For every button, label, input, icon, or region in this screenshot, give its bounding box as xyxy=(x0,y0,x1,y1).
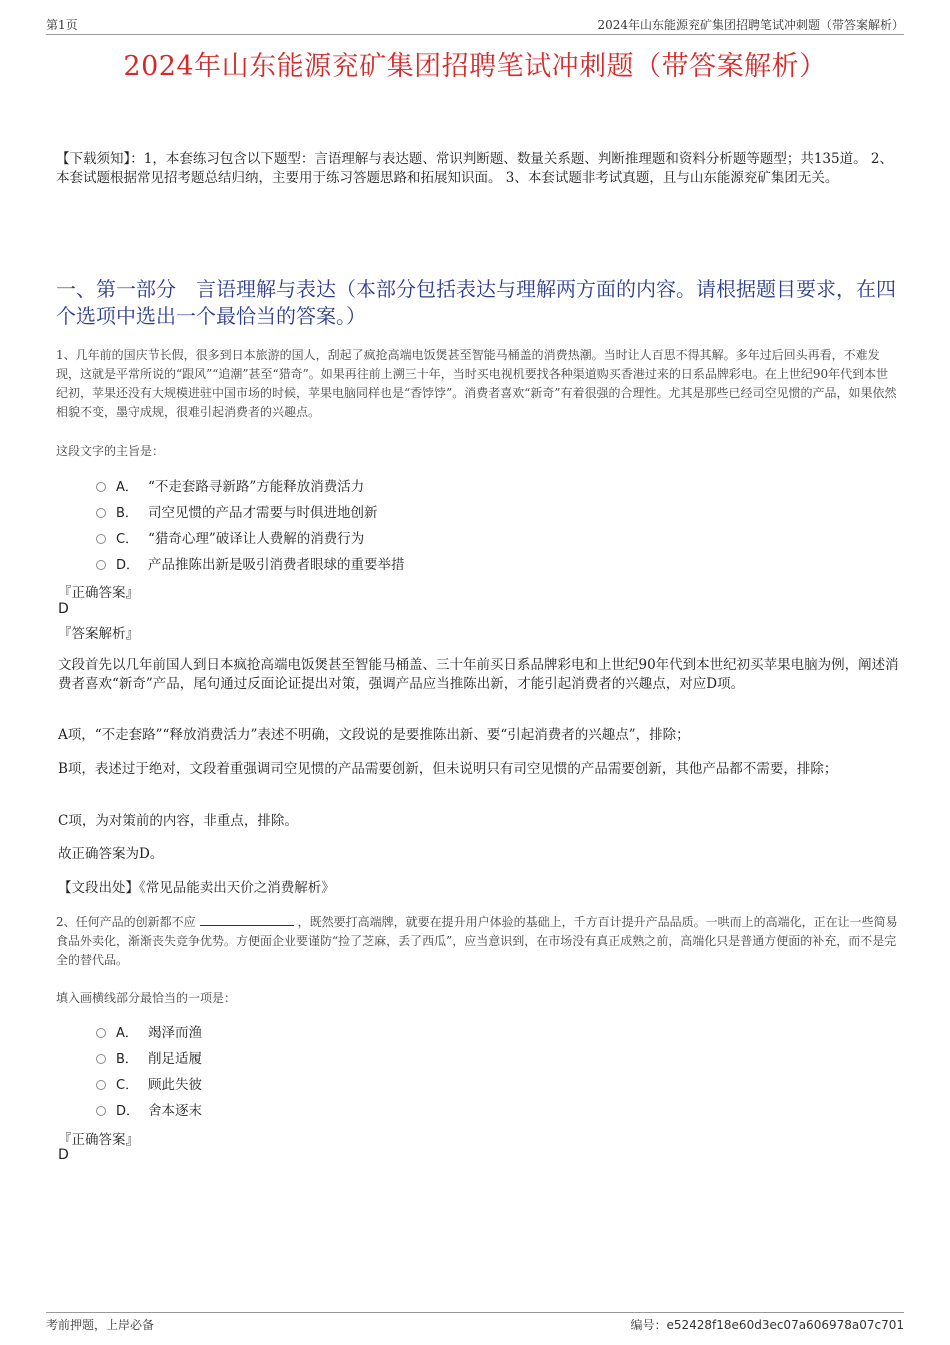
analysis-paragraph: A项，“不走套路”“释放消费活力”表述不明确，文段说的是要推陈出新、要“引起消费者的兴趣点”，排除； xyxy=(58,727,690,743)
question-1-stem: 1、几年前的国庆节长假，很多到日本旅游的国人，刮起了疯抢高端电饭煲甚至智能马桶盖的消费热潮。当时让人百思不得其解。多年过后回头再看，不难发现，这就是平常所说的“跟风”“追潮”甚至“猎奇”。如果再往前上溯三十年，当时买电视机要找各种渠道购买香港过来的日系品牌彩电。在上世纪90年代到本世纪初，苹果还没有大规模进驻中国市场的时候，苹果电脑同样也是“香饽饽”。消费者喜欢“新奇”有着很强的合理性。尤其是那些已经司空见惯的产品，如果依然相貌不变，墨守成规，很难引起消费者的兴趣点。 xyxy=(56,348,897,419)
section-title: 一、第一部分 言语理解与表达（本部分包括表达与理解两方面的内容。请根据题目要求，在四个选项中选出一个最恰当的答案。） xyxy=(56,277,896,328)
correct-answer-label: 『正确答案』 xyxy=(58,1132,139,1148)
correct-answer-label: 『正确答案』 xyxy=(58,585,139,601)
option-b[interactable]: B． 司空见惯的产品才需要与时俱进地创新 xyxy=(96,498,405,524)
option-b[interactable]: B． 削足适履 xyxy=(96,1044,202,1070)
radio-icon[interactable] xyxy=(96,482,106,492)
header-doc-title: 2024年山东能源兖矿集团招聘笔试冲刺题（带答案解析） xyxy=(597,18,904,32)
question-2-prompt: 填入画横线部分最恰当的一项是： xyxy=(56,991,237,1005)
correct-answer: D xyxy=(58,601,69,617)
analysis-paragraph: 故正确答案为D。 xyxy=(58,846,164,862)
option-c[interactable]: C． 顾此失彼 xyxy=(96,1070,202,1096)
question-1-prompt: 这段文字的主旨是： xyxy=(56,444,165,458)
radio-icon[interactable] xyxy=(96,1054,106,1064)
page-number: 第1页 xyxy=(46,18,78,32)
option-d[interactable]: D． 产品推陈出新是吸引消费者眼球的重要举措 xyxy=(96,550,405,576)
radio-icon[interactable] xyxy=(96,508,106,518)
footer-serial: 编号：e52428f18e60d3ec07a606978a07c701 xyxy=(630,1318,904,1332)
analysis-paragraph: 文段首先以几年前国人到日本疯抢高端电饭煲甚至智能马桶盖、三十年前买日系品牌彩电和上世纪90年代到本世纪初买苹果电脑为例，阐述消费者喜欢“新奇”产品，尾句通过反面论证提出对策，强调产品应当推陈出新，才能引起消费者的兴趣点，对应D项。 xyxy=(58,657,899,692)
radio-icon[interactable] xyxy=(96,1028,106,1038)
question-1-options xyxy=(96,472,405,576)
footer-slogan: 考前押题，上岸必备 xyxy=(46,1318,155,1332)
question-2-stem: 2、任何产品的创新都不应 ，既然要打高端牌，就要在提升用户体验的基础上，千方百计提升产品品质。一哄而上的高端化，正在让一些简易食品外卖化，渐渐丧失竞争优势。方便面企业要谨防“捡了芝麻，丢了西瓜”，应当意识到，在市场没有真正成熟之前，高端化只是普通方便面的补充，而不是完全的替代品。 xyxy=(56,915,898,967)
source-note: 【文段出处】《常见品能卖出天价之消费解析》 xyxy=(58,880,335,896)
radio-icon[interactable] xyxy=(96,1106,106,1116)
document-title: 2024年山东能源兖矿集团招聘笔试冲刺题（带答案解析） xyxy=(123,51,827,82)
analysis-label: 『答案解析』 xyxy=(58,626,139,642)
correct-answer: D xyxy=(58,1147,69,1163)
option-c[interactable]: C． “猎奇心理”破译让人费解的消费行为 xyxy=(96,524,405,550)
radio-icon[interactable] xyxy=(96,560,106,570)
page-header xyxy=(46,16,904,35)
analysis-paragraph: B项，表述过于绝对，文段着重强调司空见惯的产品需要创新，但未说明只有司空见惯的产品需要创新，其他产品都不需要，排除； xyxy=(58,761,838,777)
radio-icon[interactable] xyxy=(96,534,106,544)
analysis-paragraph: C项，为对策前的内容，非重点，排除。 xyxy=(58,813,298,829)
option-a[interactable]: A． 竭泽而渔 xyxy=(96,1018,202,1044)
option-a[interactable]: A． “不走套路寻新路”方能释放消费活力 xyxy=(96,472,405,498)
option-d[interactable]: D． 舍本逐末 xyxy=(96,1096,202,1122)
radio-icon[interactable] xyxy=(96,1080,106,1090)
page-footer xyxy=(46,1312,904,1332)
question-2-options xyxy=(96,1018,202,1122)
fill-blank xyxy=(200,914,294,926)
download-notice: 【下载须知】：1，本套练习包含以下题型：言语理解与表达题、常识判断题、数量关系题、判断推理题和资料分析题等题型；共135道。 2、本套试题根据常见招考题总结归纳，主要用于练习答题思路和拓展知识面。 3、本套试题非考试真题，且与山东能源兖矿集团无关。 xyxy=(56,151,893,186)
